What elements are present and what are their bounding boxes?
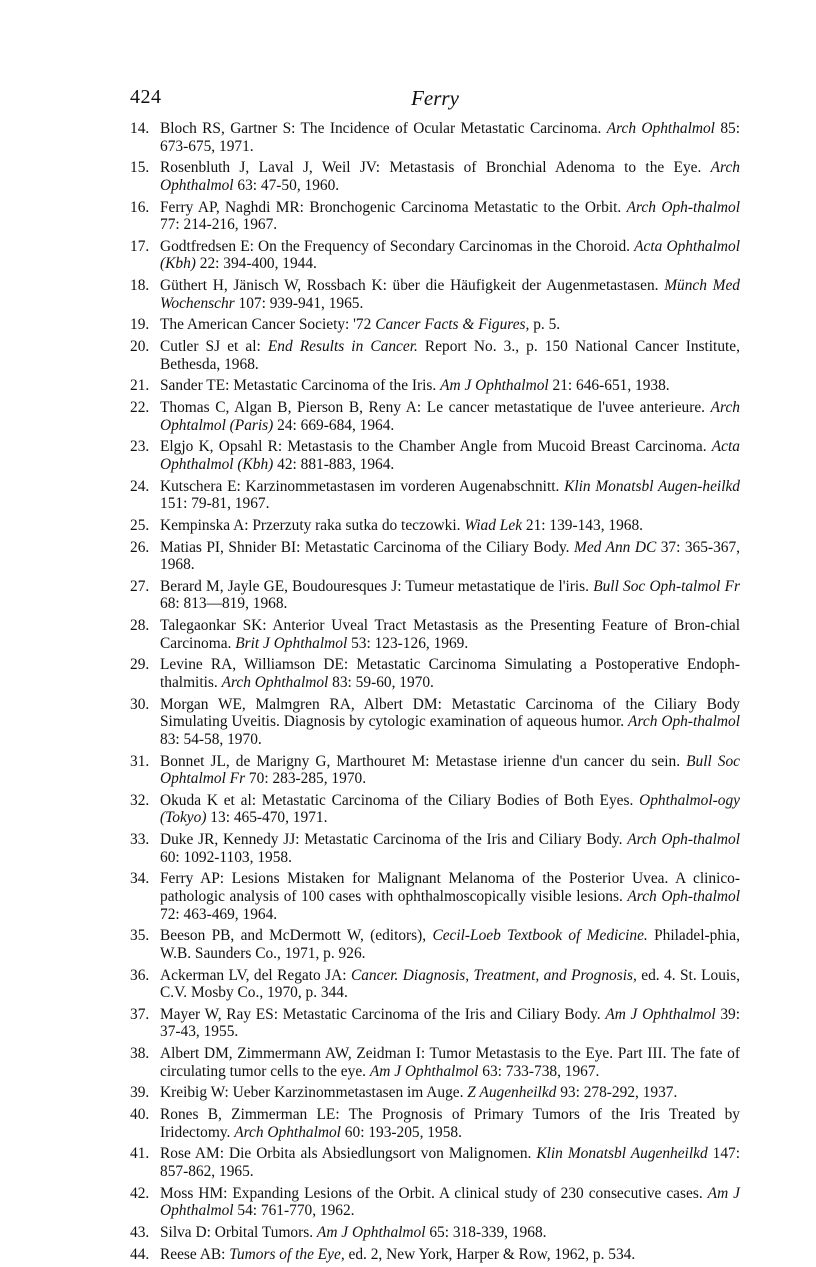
reference-number: 37. bbox=[130, 1005, 150, 1023]
reference-source: Bull Soc Ophtalmol Fr bbox=[160, 752, 740, 788]
reference-number: 44. bbox=[130, 1245, 150, 1263]
reference-source: Arch Oph-thalmol bbox=[628, 713, 740, 731]
reference-item bbox=[130, 1045, 740, 1080]
reference-item bbox=[130, 967, 740, 1002]
reference-number: 28. bbox=[130, 617, 150, 635]
reference-item bbox=[130, 478, 740, 513]
reference-authors-title: Okuda K et al: Metastatic Carcinoma of the Ciliary Bodies of Both Eyes. bbox=[160, 791, 640, 809]
reference-text bbox=[160, 753, 740, 788]
reference-item bbox=[130, 870, 740, 923]
reference-source: Acta Ophthalmol (Kbh) bbox=[160, 438, 740, 473]
reference-authors-title: Elgjo K, Opsahl R: Metastasis to the Chamber Angle from Mucoid Breast Carcinoma. bbox=[160, 438, 712, 456]
reference-citation: 147: 857-862, 1965. bbox=[160, 1145, 740, 1180]
reference-text bbox=[160, 1185, 740, 1220]
reference-text bbox=[160, 438, 740, 473]
reference-number: 14. bbox=[130, 120, 150, 137]
reference-item bbox=[130, 792, 740, 827]
reference-citation: 21: 139-143, 1968. bbox=[522, 516, 644, 534]
page-header bbox=[130, 86, 740, 112]
reference-item bbox=[130, 316, 740, 334]
reference-item bbox=[130, 1224, 740, 1242]
reference-item bbox=[130, 578, 740, 613]
reference-item bbox=[130, 338, 740, 373]
reference-text bbox=[160, 927, 740, 962]
reference-authors-title: Kempinska A: Przerzuty raka sutka do teczowki. bbox=[160, 516, 465, 534]
reference-item bbox=[130, 277, 740, 312]
reference-source: Ophthalmol-ogy (Tokyo) bbox=[160, 791, 740, 827]
reference-source: Bull Soc Oph-talmol Fr bbox=[593, 577, 740, 595]
reference-authors-title: Ferry AP: Lesions Mistaken for Malignant Melanoma of the Posterior Uvea. A clinico-pathologic analysis of 100 cases with ophthalmoscopically visible lesions. bbox=[160, 870, 740, 906]
reference-source: Arch Ophtalmol (Paris) bbox=[160, 399, 740, 434]
reference-source: Cecil-Loeb Textbook of Medicine. bbox=[432, 927, 648, 945]
reference-text bbox=[160, 1145, 740, 1180]
reference-citation: 83: 54-58, 1970. bbox=[160, 730, 262, 748]
reference-item bbox=[130, 199, 740, 234]
reference-number: 26. bbox=[130, 538, 150, 556]
reference-text bbox=[160, 696, 740, 748]
reference-number: 25. bbox=[130, 516, 150, 534]
reference-authors-title: Berard M, Jayle GE, Boudouresques J: Tumeur metastatique de l'iris. bbox=[160, 577, 594, 595]
reference-text bbox=[160, 1246, 635, 1263]
reference-source: Cancer. Diagnosis, Treatment, and Prognosis, bbox=[350, 966, 637, 984]
reference-text bbox=[160, 277, 740, 312]
reference-source: Z Augenheilkd bbox=[467, 1084, 557, 1102]
reference-text bbox=[160, 159, 740, 194]
reference-text bbox=[160, 1045, 740, 1080]
reference-authors-title: Albert DM, Zimmermann AW, Zeidman I: Tumor Metastasis to the Eye. Part III. The fate of circulating tumor cells to the eye. bbox=[160, 1045, 740, 1080]
reference-source: Arch Oph-thalmol bbox=[627, 888, 740, 906]
running-head: Ferry bbox=[411, 86, 459, 110]
reference-source: Acta Ophthalmol (Kbh) bbox=[160, 237, 740, 273]
reference-number: 32. bbox=[130, 791, 150, 809]
reference-item bbox=[130, 120, 740, 155]
reference-authors-title: Morgan WE, Malmgren RA, Albert DM: Metastatic Carcinoma of the Ciliary Body Simulating Uveitis. Diagnosis by cytologic examination of aqueous humor. bbox=[160, 695, 740, 731]
reference-item bbox=[130, 753, 740, 788]
reference-item bbox=[130, 238, 740, 273]
reference-authors-title: Kutschera E: Karzinommetastasen im vorderen Augenabschnitt. bbox=[160, 477, 565, 495]
reference-citation: 83: 59-60, 1970. bbox=[328, 674, 434, 692]
reference-text bbox=[160, 238, 740, 273]
reference-text bbox=[160, 617, 740, 652]
reference-text bbox=[160, 316, 560, 333]
reference-text bbox=[160, 967, 740, 1002]
reference-authors-title: Rosenbluth J, Laval J, Weil JV: Metastasis of Bronchial Adenoma to the Eye. bbox=[160, 159, 711, 177]
reference-item bbox=[130, 1246, 740, 1264]
reference-authors-title: Duke JR, Kennedy JJ: Metastatic Carcinoma of the Iris and Ciliary Body. bbox=[160, 831, 628, 849]
reference-source: Arch Oph-thalmol bbox=[627, 831, 740, 849]
reference-text bbox=[160, 338, 740, 373]
reference-number: 16. bbox=[130, 198, 150, 216]
reference-citation: 72: 463-469, 1964. bbox=[160, 905, 278, 923]
reference-item bbox=[130, 696, 740, 749]
reference-item bbox=[130, 656, 740, 691]
reference-citation: 24: 669-684, 1964. bbox=[273, 416, 395, 434]
reference-citation: 65: 318-339, 1968. bbox=[425, 1223, 547, 1241]
reference-text bbox=[160, 199, 740, 234]
reference-authors-title: The American Cancer Society: '72 bbox=[160, 316, 376, 334]
reference-authors-title: Bonnet JL, de Marigny G, Marthouret M: Metastase irienne d'un cancer du sein. bbox=[160, 752, 687, 770]
reference-number: 22. bbox=[130, 399, 150, 417]
reference-authors-title: Matias PI, Shnider BI: Metastatic Carcinoma of the Ciliary Body. bbox=[160, 538, 574, 556]
reference-citation: 70: 283-285, 1970. bbox=[245, 770, 367, 788]
reference-authors-title: Ferry AP, Naghdi MR: Bronchogenic Carcinoma Metastatic to the Orbit. bbox=[160, 198, 627, 216]
reference-citation: 37: 365-367, 1968. bbox=[160, 538, 740, 574]
reference-number: 34. bbox=[130, 870, 150, 888]
reference-citation: 42: 881-883, 1964. bbox=[273, 455, 395, 473]
reference-authors-title: Sander TE: Metastatic Carcinoma of the Iris. bbox=[160, 377, 441, 395]
reference-authors-title: Silva D: Orbital Tumors. bbox=[160, 1223, 317, 1241]
reference-authors-title: Kreibig W: Ueber Karzinommetastasen im Auge. bbox=[160, 1084, 468, 1102]
reference-citation: Report No. 3., p. 150 National Cancer Institute, Bethesda, 1968. bbox=[160, 338, 740, 373]
reference-source: Tumors of the Eye, bbox=[229, 1245, 345, 1263]
reference-authors-title: Levine RA, Williamson DE: Metastatic Carcinoma Simulating a Postoperative Endoph-thalmitis. bbox=[160, 656, 740, 692]
reference-number: 29. bbox=[130, 656, 150, 674]
reference-source: Arch Ophthalmol bbox=[221, 674, 329, 692]
reference-authors-title: Ackerman LV, del Regato JA: bbox=[160, 966, 351, 984]
reference-item bbox=[130, 438, 740, 473]
reference-item bbox=[130, 1006, 740, 1041]
reference-text bbox=[160, 1084, 677, 1101]
reference-source: Arch Oph-thalmol bbox=[626, 198, 740, 216]
reference-authors-title: Reese AB: bbox=[160, 1245, 230, 1263]
reference-source: Arch Ophthalmol bbox=[234, 1123, 341, 1141]
reference-authors-title: Thomas C, Algan B, Pierson B, Reny A: Le cancer metastatique de l'uvee anterieure. bbox=[160, 399, 711, 417]
reference-text bbox=[160, 1224, 546, 1241]
reference-text bbox=[160, 1106, 740, 1141]
reference-citation: 77: 214-216, 1967. bbox=[160, 216, 278, 234]
reference-number: 23. bbox=[130, 438, 150, 456]
reference-text bbox=[160, 399, 740, 434]
reference-authors-title: Güthert H, Jänisch W, Rossbach K: über die Häufigkeit der Augenmetastasen. bbox=[160, 277, 665, 295]
reference-number: 18. bbox=[130, 277, 150, 295]
reference-number: 17. bbox=[130, 237, 150, 255]
reference-source: Am J Ophthalmol bbox=[316, 1223, 426, 1241]
reference-number: 20. bbox=[130, 338, 150, 356]
reference-list bbox=[130, 120, 740, 1267]
reference-number: 41. bbox=[130, 1145, 150, 1163]
reference-number: 15. bbox=[130, 159, 150, 177]
reference-source: Am J Ophthalmol bbox=[369, 1062, 479, 1080]
reference-number: 30. bbox=[130, 695, 150, 713]
reference-item bbox=[130, 617, 740, 652]
reference-citation: 54: 761-770, 1962. bbox=[233, 1202, 355, 1220]
reference-citation: 85: 673-675, 1971. bbox=[160, 120, 740, 155]
reference-number: 24. bbox=[130, 477, 150, 495]
reference-source: Cancer Facts & Figures, bbox=[375, 316, 530, 334]
reference-source: Am J Ophthalmol bbox=[440, 377, 549, 395]
reference-text bbox=[160, 478, 740, 513]
reference-citation: 63: 733-738, 1967. bbox=[478, 1062, 600, 1080]
reference-citation: 13: 465-470, 1971. bbox=[206, 809, 328, 827]
reference-number: 31. bbox=[130, 752, 150, 770]
reference-text bbox=[160, 539, 740, 574]
reference-text bbox=[160, 1006, 740, 1041]
reference-authors-title: Godtfredsen E: On the Frequency of Secondary Carcinomas in the Choroid. bbox=[160, 237, 635, 255]
reference-authors-title: Rose AM: Die Orbita als Absiedlungsort von Malignomen. bbox=[160, 1145, 537, 1163]
reference-source: Am J Ophthalmol bbox=[160, 1184, 741, 1220]
reference-authors-title: Cutler SJ et al: bbox=[160, 338, 268, 356]
reference-source: Arch Ophthalmol bbox=[606, 120, 715, 137]
reference-source: Münch Med Wochenschr bbox=[160, 277, 741, 312]
reference-authors-title: Rones B, Zimmerman LE: The Prognosis of Primary Tumors of the Iris Treated by Iridectomy. bbox=[160, 1106, 740, 1141]
reference-number: 33. bbox=[130, 831, 150, 849]
reference-source: Arch Ophthalmol bbox=[160, 159, 740, 194]
reference-text bbox=[160, 517, 643, 534]
reference-citation: 21: 646-651, 1938. bbox=[548, 377, 670, 395]
reference-authors-title: Talegaonkar SK: Anterior Uveal Tract Metastasis as the Presenting Feature of Bron-chial Carcinoma. bbox=[160, 617, 740, 652]
reference-citation: 60: 1092-1103, 1958. bbox=[160, 848, 292, 866]
reference-source: Brit J Ophthalmol bbox=[235, 634, 348, 652]
reference-authors-title: Moss HM: Expanding Lesions of the Orbit. A clinical study of 230 consecutive cases. bbox=[160, 1184, 708, 1202]
reference-citation: Philadel-phia, W.B. Saunders Co., 1971, p. 926. bbox=[160, 927, 740, 962]
reference-source: End Results in Cancer. bbox=[267, 338, 418, 356]
reference-source: Klin Monatsbl Augenheilkd bbox=[536, 1145, 708, 1163]
reference-item bbox=[130, 927, 740, 962]
reference-citation: 63: 47-50, 1960. bbox=[233, 176, 340, 194]
reference-item bbox=[130, 377, 740, 395]
reference-number: 42. bbox=[130, 1184, 150, 1202]
reference-text bbox=[160, 656, 740, 691]
reference-item bbox=[130, 159, 740, 194]
reference-citation: 22: 394-400, 1944. bbox=[195, 255, 317, 273]
reference-text bbox=[160, 792, 740, 827]
page-number: 424 bbox=[130, 86, 162, 108]
reference-citation: ed. 2, New York, Harper & Row, 1962, p. 534. bbox=[344, 1245, 636, 1263]
reference-citation: 93: 278-292, 1937. bbox=[556, 1084, 678, 1102]
reference-source: Klin Monatsbl Augen-heilkd bbox=[564, 477, 740, 495]
reference-text bbox=[160, 831, 740, 866]
reference-number: 38. bbox=[130, 1045, 150, 1063]
reference-number: 40. bbox=[130, 1106, 150, 1124]
reference-citation: 107: 939-941, 1965. bbox=[234, 294, 364, 312]
reference-number: 36. bbox=[130, 966, 150, 984]
reference-number: 39. bbox=[130, 1084, 150, 1102]
reference-number: 43. bbox=[130, 1223, 150, 1241]
reference-citation: 53: 123-126, 1969. bbox=[347, 634, 469, 652]
reference-authors-title: Mayer W, Ray ES: Metastatic Carcinoma of the Iris and Ciliary Body. bbox=[160, 1005, 606, 1023]
reference-text bbox=[160, 870, 740, 922]
reference-citation: 39: 37-43, 1955. bbox=[160, 1005, 741, 1041]
reference-item bbox=[130, 1145, 740, 1180]
reference-citation: p. 5. bbox=[529, 316, 561, 334]
reference-citation: 60: 193-205, 1958. bbox=[340, 1123, 462, 1141]
reference-item bbox=[130, 539, 740, 574]
reference-item bbox=[130, 1084, 740, 1102]
reference-source: Wiad Lek bbox=[464, 516, 523, 534]
reference-citation: 68: 813—819, 1968. bbox=[160, 595, 288, 613]
reference-item bbox=[130, 1106, 740, 1141]
reference-source: Med Ann DC bbox=[574, 538, 657, 556]
reference-number: 27. bbox=[130, 577, 150, 595]
reference-citation: ed. 4. St. Louis, C.V. Mosby Co., 1970, p. 344. bbox=[160, 966, 741, 1002]
reference-number: 35. bbox=[130, 927, 150, 945]
reference-authors-title: Beeson PB, and McDermott W, (editors), bbox=[160, 927, 433, 945]
reference-item bbox=[130, 1185, 740, 1220]
reference-item bbox=[130, 517, 740, 535]
reference-text bbox=[160, 578, 740, 613]
reference-text bbox=[160, 377, 670, 394]
reference-number: 21. bbox=[130, 377, 150, 395]
reference-source: Am J Ophthalmol bbox=[605, 1005, 716, 1023]
reference-item bbox=[130, 831, 740, 866]
reference-number: 19. bbox=[130, 316, 150, 334]
reference-authors-title: Bloch RS, Gartner S: The Incidence of Ocular Metastatic Carcinoma. bbox=[160, 120, 607, 137]
reference-text bbox=[160, 120, 740, 155]
reference-item bbox=[130, 399, 740, 434]
reference-citation: 151: 79-81, 1967. bbox=[160, 495, 270, 513]
